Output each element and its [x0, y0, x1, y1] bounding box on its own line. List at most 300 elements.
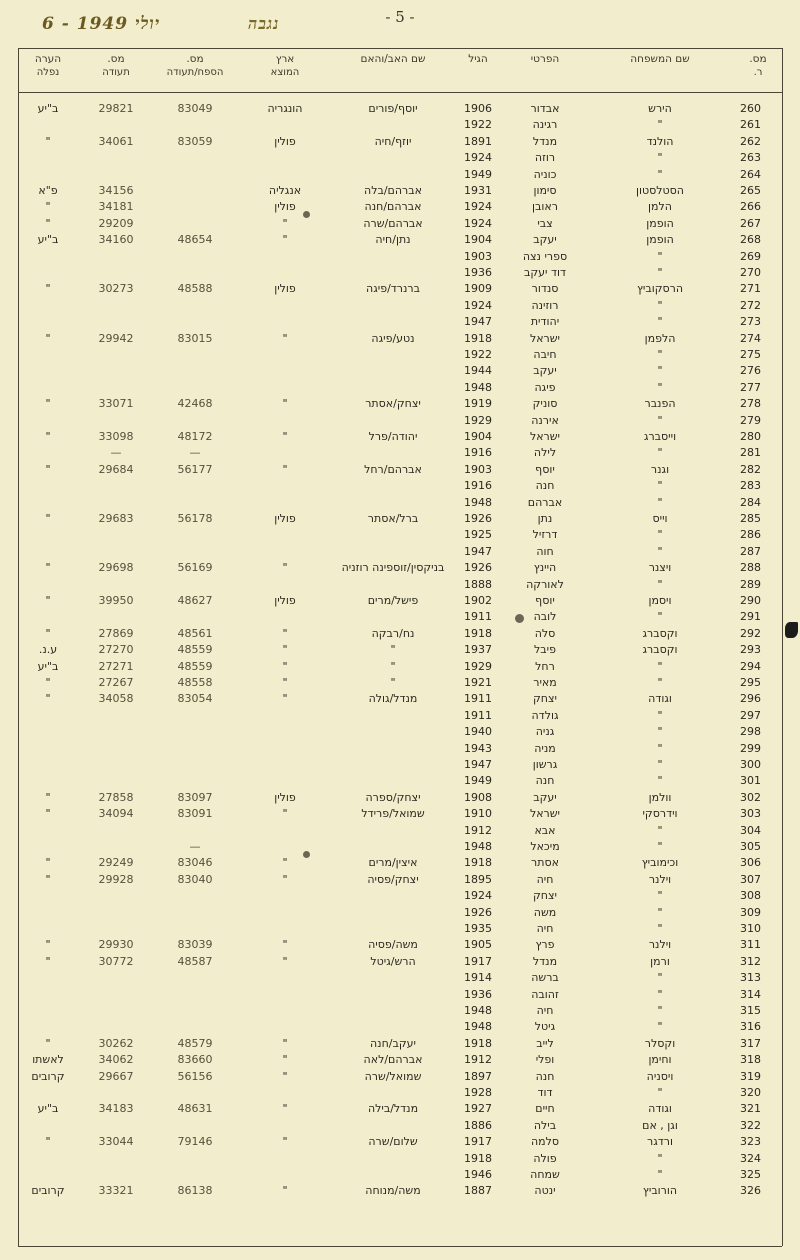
certificate-number: 83040 [177, 872, 213, 886]
column-header-age-line1: הגיל [468, 53, 488, 65]
parents-names: יצחק/ספרה [365, 790, 421, 804]
birth-year: 1921 [464, 676, 492, 689]
family-name: וגן , אם [642, 1118, 678, 1132]
row-number: 274 [740, 331, 761, 345]
country-of-origin: " [282, 872, 288, 886]
certificate-number: 79146 [177, 1135, 213, 1149]
handwritten-annotation: נגבה [248, 14, 280, 33]
birth-year: 1946 [464, 1168, 492, 1181]
birth-year: 1924 [464, 200, 492, 214]
birth-year: 1912 [464, 1053, 492, 1067]
ink-smudge-2 [303, 211, 310, 218]
private-name: ינטה [534, 1184, 556, 1198]
certificate-number: 48561 [177, 626, 213, 640]
registration-number: 30772 [98, 954, 134, 968]
parents-names: ברל/אסתר [367, 512, 419, 525]
family-name: " [657, 725, 663, 739]
family-name: ויסניה [646, 1069, 674, 1083]
country-of-origin: " [282, 807, 288, 821]
remarks: " [45, 790, 51, 804]
row-number: 296 [740, 692, 761, 706]
registration-number: — [110, 446, 122, 460]
private-name: ראובן [532, 200, 558, 214]
certificate-number: 48654 [177, 233, 213, 247]
private-name: כוניה [533, 167, 557, 181]
country-of-origin: " [282, 659, 288, 673]
remarks: " [45, 1135, 51, 1149]
birth-year: 1909 [464, 282, 492, 296]
country-of-origin: " [282, 1036, 288, 1050]
registration-number: 29209 [98, 216, 134, 230]
family-name: " [657, 676, 663, 689]
parents-names: בניקסין/זוספינה רוזניה [341, 561, 445, 575]
parents-names: ברנרד/פיגה [366, 282, 420, 296]
parents-names: אברהם/רחל [364, 462, 422, 476]
birth-year: 1918 [464, 1036, 492, 1050]
ink-smudge-3 [303, 851, 310, 858]
column-header-certificate [156, 52, 234, 90]
private-name: זהובה [531, 987, 559, 1001]
certificate-number: 42468 [177, 397, 213, 411]
parents-names: משה/מנוחה [365, 1184, 421, 1198]
remarks: " [45, 462, 51, 476]
parents-names: משה/פסיה [368, 938, 418, 952]
country-of-origin: " [282, 643, 288, 657]
family-name: " [657, 380, 663, 394]
family-name: וולמן [648, 790, 672, 804]
private-name: גולדה [531, 708, 559, 722]
private-name: בילה [533, 1118, 557, 1132]
certificate-number: 83660 [177, 1053, 213, 1067]
registration-number: 27271 [98, 659, 134, 673]
row-number: 316 [740, 1020, 761, 1034]
birth-year: 1918 [464, 1151, 492, 1165]
birth-year: 1904 [464, 233, 492, 247]
country-of-origin: " [282, 462, 288, 476]
private-name: לאורקה [526, 577, 564, 591]
remarks: " [45, 594, 51, 607]
row-number: 265 [740, 184, 761, 197]
row-number: 301 [740, 774, 761, 788]
certificate-number: 56169 [177, 561, 213, 575]
family-name: " [657, 348, 663, 361]
birth-year: 1948 [464, 1020, 492, 1034]
remarks: " [45, 216, 51, 230]
birth-year: 1908 [464, 790, 492, 804]
birth-year: 1903 [464, 249, 492, 263]
country-of-origin: פולין [274, 512, 296, 525]
family-name: ורמן [650, 954, 670, 968]
family-name: " [657, 446, 663, 460]
registration-number: 27270 [98, 643, 134, 657]
private-name: יעקב [533, 790, 557, 804]
registration-number: 29821 [98, 102, 134, 115]
private-name: ישראל [529, 807, 561, 821]
birth-year: 1916 [464, 446, 492, 460]
private-name: יעקב [533, 233, 557, 247]
table-top-rule [18, 48, 782, 49]
private-name: רחל [535, 659, 555, 673]
remarks: קרובים [31, 1069, 65, 1083]
row-number: 302 [740, 790, 761, 804]
family-name: הירש [648, 102, 672, 115]
parents-names: שמואל/שרה [364, 1069, 422, 1083]
column-header-age [452, 52, 504, 90]
private-name: אסתר [531, 856, 559, 870]
registration-number: 33321 [98, 1184, 134, 1198]
remarks: לאשתו [32, 1053, 64, 1067]
table-header-rule [18, 92, 782, 93]
row-number: 279 [740, 413, 761, 427]
birth-year: 1906 [464, 102, 492, 115]
country-of-origin: " [282, 430, 288, 443]
private-name: מיכאל [530, 840, 560, 853]
private-name: אבדור [530, 102, 560, 115]
parents-names: יוזף/חיה [374, 134, 412, 148]
row-number: 319 [740, 1069, 761, 1083]
registration-number: 29928 [98, 872, 134, 886]
birth-year: 1918 [464, 856, 492, 870]
row-number: 280 [740, 430, 761, 443]
country-of-origin: " [282, 954, 288, 968]
row-number: 268 [740, 233, 761, 247]
row-number: 320 [740, 1086, 761, 1099]
row-number: 326 [740, 1184, 761, 1198]
page-number: - 5 - [385, 8, 415, 26]
row-number: 304 [740, 823, 761, 837]
country-of-origin: פולין [274, 200, 296, 214]
family-name: הולנד [646, 134, 674, 148]
family-name: וידרסקי [642, 807, 678, 821]
column-header-certificate2 [78, 52, 154, 90]
remarks: " [45, 856, 51, 870]
family-name: " [657, 1151, 663, 1165]
country-of-origin: אנגליה [268, 184, 302, 197]
private-name: ישראל [529, 331, 561, 345]
remarks: ב"יע [37, 659, 59, 673]
row-number: 309 [740, 905, 761, 919]
certificate-number: 83054 [177, 692, 213, 706]
row-number: 298 [740, 725, 761, 739]
remarks: ב"יע [37, 233, 59, 247]
birth-year: 1911 [464, 610, 492, 624]
family-name: " [657, 577, 663, 591]
registration-number: 34183 [98, 1102, 134, 1116]
private-name: רוזה [534, 151, 556, 165]
private-name: סנדור [531, 282, 559, 296]
family-name: וקסברג [642, 643, 678, 657]
private-name: ספרי נצה [522, 249, 568, 263]
row-number: 271 [740, 282, 761, 296]
birth-year: 1929 [464, 659, 492, 673]
birth-year: 1903 [464, 462, 492, 476]
private-name: דוד [537, 1086, 553, 1099]
family-name: הופמן [646, 233, 674, 247]
private-name: פולה [533, 1151, 557, 1165]
country-of-origin: " [282, 692, 288, 706]
birth-year: 1948 [464, 495, 492, 509]
parents-names: מנדל/בילה [367, 1102, 419, 1116]
column-header-private-line1: הפרטי [530, 53, 560, 65]
private-name: צבי [537, 216, 553, 230]
birth-year: 1947 [464, 758, 492, 771]
private-name: יעקב [533, 364, 557, 378]
family-name: וילנר [648, 872, 672, 886]
parents-names: אברהם/חנה [364, 200, 422, 214]
remarks: " [45, 430, 51, 443]
private-name: לילה [533, 446, 557, 460]
row-number: 288 [740, 561, 761, 575]
family-name: " [657, 479, 663, 493]
remarks: " [45, 200, 51, 214]
parents-names: יוסף/פורים [368, 102, 418, 115]
country-of-origin: " [282, 1053, 288, 1067]
remarks: פ"א [38, 184, 58, 197]
registration-number: 34058 [98, 692, 134, 706]
birth-year: 1886 [464, 1118, 492, 1132]
family-name: " [657, 905, 663, 919]
birth-year: 1937 [464, 643, 492, 657]
family-name: ויצנר [648, 561, 672, 575]
remarks: ע.נ. [38, 643, 58, 657]
remarks: " [45, 1036, 51, 1050]
private-name: אברהם [527, 495, 563, 509]
country-of-origin: " [282, 1069, 288, 1083]
family-name: " [657, 840, 663, 853]
family-name: " [657, 889, 663, 903]
country-of-origin: הונגריה [267, 102, 303, 115]
family-name: " [657, 987, 663, 1001]
family-name: וייסברג [643, 430, 677, 443]
row-number: 314 [740, 987, 761, 1001]
country-of-origin: " [282, 397, 288, 411]
birth-year: 1922 [464, 348, 492, 361]
birth-year: 1891 [464, 134, 492, 148]
row-number: 295 [740, 676, 761, 689]
private-name: סוניק [532, 397, 558, 411]
column-header-certificate2-line2: תעודה [102, 67, 130, 79]
private-name: ברשה [531, 971, 559, 985]
family-name: " [657, 610, 663, 624]
family-name: " [657, 315, 663, 329]
private-name: מניה [534, 741, 556, 755]
country-of-origin: " [282, 216, 288, 230]
birth-year: 1936 [464, 266, 492, 279]
birth-year: 1936 [464, 987, 492, 1001]
certificate-number: — [189, 840, 201, 853]
remarks: " [45, 512, 51, 525]
birth-year: 1924 [464, 151, 492, 165]
registration-number: 33098 [98, 430, 134, 443]
private-name: גיטל [534, 1020, 556, 1034]
birth-year: 1927 [464, 1102, 492, 1116]
family-name: וחימן [648, 1053, 672, 1067]
birth-year: 1929 [464, 413, 492, 427]
certificate-number: — [189, 446, 201, 460]
row-number: 313 [740, 971, 761, 985]
registration-number: 29930 [98, 938, 134, 952]
row-number: 278 [740, 397, 761, 411]
registration-number: 30273 [98, 282, 134, 296]
birth-year: 1911 [464, 692, 492, 706]
row-number: 287 [740, 544, 761, 558]
private-name: גרשון [532, 758, 558, 771]
birth-year: 1888 [464, 577, 492, 591]
row-number: 285 [740, 512, 761, 525]
certificate-number: 48579 [177, 1036, 213, 1050]
parents-names: " [390, 659, 396, 673]
remarks: " [45, 938, 51, 952]
family-name: " [657, 758, 663, 771]
birth-year: 1922 [464, 118, 492, 132]
row-number: 272 [740, 298, 761, 312]
registration-number: 34156 [98, 184, 134, 197]
row-number: 312 [740, 954, 761, 968]
registration-number: 34062 [98, 1053, 134, 1067]
row-number: 323 [740, 1135, 761, 1149]
birth-year: 1895 [464, 872, 492, 886]
parents-names: אברהם/בלה [364, 184, 422, 197]
remarks: קרובים [31, 1184, 65, 1198]
remarks: " [45, 626, 51, 640]
remarks: " [45, 282, 51, 296]
row-number: 290 [740, 594, 761, 607]
private-name: דוד יעקב [523, 266, 566, 279]
birth-year: 1925 [464, 528, 492, 542]
registration-number: 29684 [98, 462, 134, 476]
column-header-number-line1: מס. [749, 53, 767, 65]
certificate-number: 83046 [177, 856, 213, 870]
remarks: " [45, 397, 51, 411]
family-name: וגנר [650, 462, 670, 476]
column-header-certificate-line1: מס. [186, 53, 204, 65]
family-name: " [657, 528, 663, 542]
registration-number: 30262 [98, 1036, 134, 1050]
country-of-origin: " [282, 1102, 288, 1116]
family-name: וקסלר [644, 1036, 676, 1050]
row-number: 267 [740, 216, 761, 230]
private-name: חיה [536, 922, 554, 935]
column-header-remarks-line2: נפלה [36, 67, 60, 79]
row-number: 299 [740, 741, 761, 755]
birth-year: 1917 [464, 954, 492, 968]
row-number: 277 [740, 380, 761, 394]
country-of-origin: פולין [274, 594, 296, 607]
row-number: 297 [740, 708, 761, 722]
family-name: הסטלסטון [636, 184, 684, 197]
family-name: " [657, 413, 663, 427]
parents-names: יהודה/פרל [368, 430, 418, 443]
country-of-origin: " [282, 626, 288, 640]
family-name: " [657, 659, 663, 673]
family-name: הרסקוביץ [636, 282, 684, 296]
row-number: 275 [740, 348, 761, 361]
row-number: 281 [740, 446, 761, 460]
family-name: " [657, 118, 663, 132]
family-name: " [657, 364, 663, 378]
row-number: 266 [740, 200, 761, 214]
remarks: " [45, 676, 51, 689]
parents-names: אברהם/שרה [363, 216, 423, 230]
column-header-country [236, 52, 334, 90]
private-name: חיבה [533, 348, 557, 361]
private-name: לובה [533, 610, 557, 624]
registration-number: 29698 [98, 561, 134, 575]
registration-number: 27858 [98, 790, 134, 804]
column-header-certificate-line2: הספח/תעודה [166, 67, 224, 79]
family-name: " [657, 774, 663, 788]
family-name: " [657, 823, 663, 837]
birth-year: 1943 [464, 741, 492, 755]
parents-names: יעקב/חנה [370, 1036, 416, 1050]
certificate-number: 48559 [177, 659, 213, 673]
family-name: " [657, 708, 663, 722]
country-of-origin: " [282, 331, 288, 345]
certificate-number: 83015 [177, 331, 213, 345]
birth-year: 1905 [464, 938, 492, 952]
country-of-origin: " [282, 1184, 288, 1198]
row-number: 292 [740, 626, 761, 640]
parents-names: פישל/מרים [367, 594, 419, 607]
family-name: " [657, 249, 663, 263]
birth-year: 1926 [464, 512, 492, 525]
family-name: " [657, 1004, 663, 1017]
remarks: " [45, 331, 51, 345]
birth-year: 1911 [464, 708, 492, 722]
birth-year: 1931 [464, 184, 492, 197]
country-of-origin: פולין [274, 790, 296, 804]
parents-names: מנדל/גולה [368, 692, 418, 706]
birth-year: 1924 [464, 216, 492, 230]
row-number: 310 [740, 922, 761, 935]
country-of-origin: " [282, 938, 288, 952]
private-name: סימון [533, 184, 557, 197]
row-number: 284 [740, 495, 761, 509]
birth-year: 1948 [464, 1004, 492, 1017]
private-name: מנדל [532, 954, 558, 968]
row-number: 307 [740, 872, 761, 886]
birth-year: 1947 [464, 315, 492, 329]
row-number: 276 [740, 364, 761, 378]
birth-year: 1949 [464, 774, 492, 788]
row-number: 322 [740, 1118, 761, 1132]
column-header-private [506, 52, 584, 90]
remarks: " [45, 872, 51, 886]
family-name: ורדגר [647, 1135, 673, 1149]
registration-number: 33071 [98, 397, 134, 411]
certificate-number: 83091 [177, 807, 213, 821]
birth-year: 1910 [464, 807, 492, 821]
column-header-remarks-line1: הערה [34, 53, 62, 65]
private-name: משה [533, 905, 557, 919]
birth-year: 1924 [464, 889, 492, 903]
registration-number: 33044 [98, 1135, 134, 1149]
certificate-number: 83039 [177, 938, 213, 952]
birth-year: 1926 [464, 561, 492, 575]
certificate-number: 48627 [177, 594, 213, 607]
remarks: " [45, 692, 51, 706]
table-left-rule [18, 48, 19, 1246]
parents-names: הרש/גיטל [370, 954, 416, 968]
certificate-number: 48559 [177, 643, 213, 657]
row-number: 303 [740, 807, 761, 821]
private-name: יהודית [530, 315, 560, 329]
family-name: " [657, 1168, 663, 1181]
certificate-number: 48558 [177, 676, 213, 689]
row-number: 315 [740, 1004, 761, 1017]
family-name: הלפמן [644, 331, 676, 345]
private-name: דרזיל [532, 528, 558, 542]
